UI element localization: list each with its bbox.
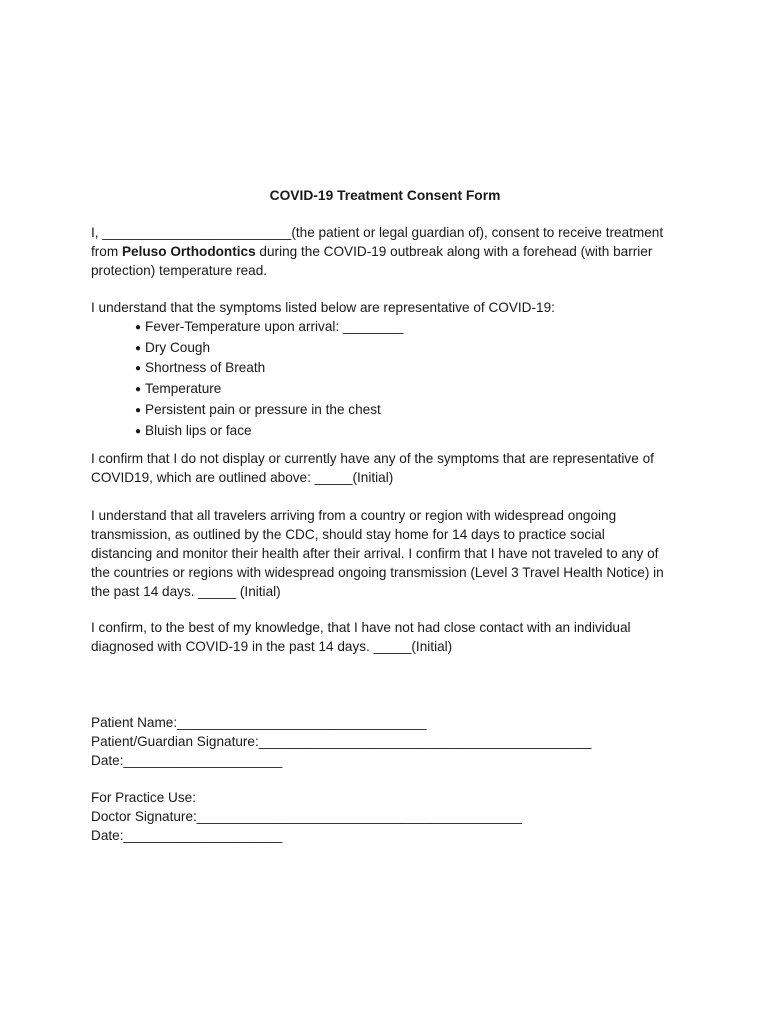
practice-use-section <box>91 788 691 845</box>
travel-line: I understand that all travelers arriving from a country or region with widespread ongoing <box>91 508 617 523</box>
practice-use-heading: For Practice Use: <box>91 790 196 805</box>
intro-prefix: I, <box>91 225 103 240</box>
symptom-item: ● Shortness of Breath <box>135 359 691 380</box>
symptom-item: ● Bluish lips or face <box>135 422 691 443</box>
intro-line-2 <box>91 243 691 262</box>
contact-line-2: diagnosed with COVID-19 in the past 14 days. _____(Initial) <box>91 638 453 654</box>
travel-paragraph <box>91 506 731 601</box>
symptom-item: ● Temperature <box>135 380 691 401</box>
confirm-symptoms-line-2: COVID19, which are outlined above: _____(Initial) <box>91 469 394 485</box>
confirm-symptoms-paragraph <box>91 450 691 488</box>
symptom-item: ● Persistent pain or pressure in the chest <box>135 401 691 422</box>
intro-line-1 <box>91 224 691 243</box>
patient-fields <box>91 713 691 770</box>
travel-line: the past 14 days. _____ (Initial) <box>91 584 281 599</box>
travel-line: the countries or regions with widespread ongoing transmission (Level 3 Travel Health Notice) in <box>91 565 664 580</box>
intro-suffix: (the patient or legal guardian of), consent to receive treatment <box>291 225 664 240</box>
travel-line: distancing and monitor their health after their arrival. I confirm that I have not traveled to any of <box>91 546 659 561</box>
intro-from: from <box>91 243 122 259</box>
guardian-signature-field[interactable]: Patient/Guardian Signature:____________________________________________ <box>91 734 592 749</box>
symptom-item: ● Dry Cough <box>135 339 691 360</box>
patient-date-field[interactable]: Date:_____________________ <box>91 753 283 768</box>
doctor-signature-field[interactable]: Doctor Signature:___________________________________________ <box>91 809 522 824</box>
practice-name: Peluso Orthodontics <box>121 243 256 259</box>
confirm-symptoms-line-1: I confirm that I do not display or currently have any of the symptoms that are representative of <box>91 451 654 466</box>
contact-line-1: I confirm, to the best of my knowledge, that I have not had close contact with an individual <box>91 620 631 635</box>
symptoms-section <box>91 299 691 443</box>
travel-line: transmission, as outlined by the CDC, should stay home for 14 days to practice social <box>91 527 605 542</box>
symptoms-heading: I understand that the symptoms listed below are representative of COVID-19: <box>91 300 555 315</box>
intro-outbreak-text: during the COVID-19 outbreak along with a forehead (with barrier <box>255 243 653 259</box>
contact-paragraph <box>91 619 691 657</box>
doctor-date-field[interactable]: Date:_____________________ <box>91 828 283 843</box>
patient-name-field[interactable]: Patient Name:_________________________________ <box>91 715 427 730</box>
symptoms-list <box>91 318 691 443</box>
intro-paragraph <box>91 224 691 280</box>
patient-name-blank[interactable]: _________________________ <box>102 225 292 240</box>
intro-line-3: protection) temperature read. <box>91 262 268 278</box>
form-title: COVID-19 Treatment Consent Form <box>269 188 501 203</box>
symptom-item: ● Fever-Temperature upon arrival: ________ <box>135 318 691 339</box>
